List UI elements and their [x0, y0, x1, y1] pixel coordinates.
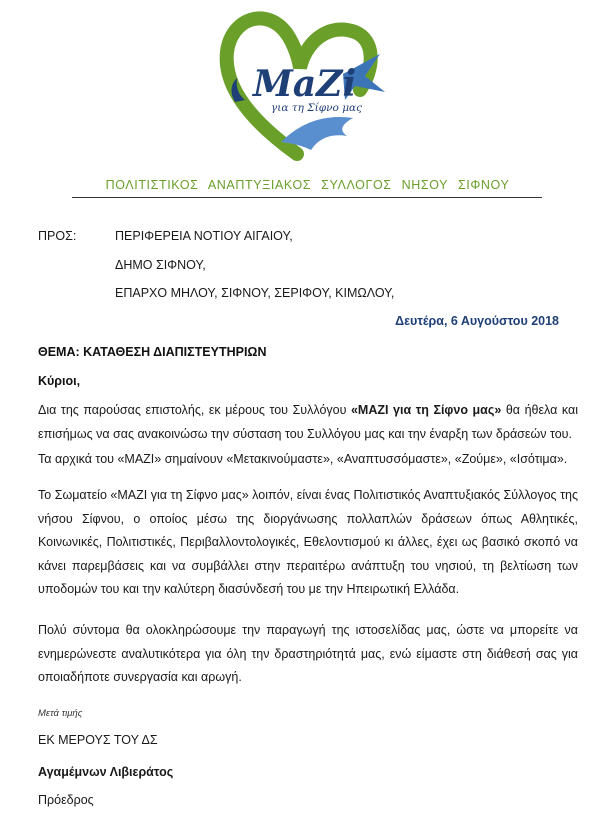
- closing-regards: Μετά τιμής: [38, 708, 83, 719]
- header-divider: [72, 197, 542, 198]
- logo-text-main: MaZi: [253, 63, 357, 105]
- body-paragraph-1: [38, 399, 578, 446]
- recipient-item: ΕΠΑΡΧΟ ΜΗΛΟΥ, ΣΙΦΝΟΥ, ΣΕΡΙΦΟΥ, ΚΙΜΩΛΟΥ,: [115, 286, 395, 300]
- recipients-label: ΠΡΟΣ:: [38, 229, 77, 243]
- recipient-item: ΔΗΜΟ ΣΙΦΝΟΥ,: [115, 258, 206, 272]
- greeting: Κύριοι,: [38, 374, 81, 388]
- organization-logo: [215, 4, 390, 169]
- body-p1-text: Δια της παρούσας επιστολής, εκ μέρους του Συλλόγου: [38, 403, 351, 417]
- body-paragraph-4: Πολύ σύντομα θα ολοκληρώσουμε την παραγωγή της ιστοσελίδας μας, ώστε να μπορείτε να ενημερώνεστε αναλυτικότερα για όλη την δραστηριότητά μας, ενώ είμαστε στη διάθεσή σας για οποιαδήποτε συνεργασία και αρωγή.: [38, 623, 578, 684]
- signature-name: Αγαμέμνων Λιβιεράτος: [38, 765, 174, 779]
- body-paragraph-3: Το Σωματείο «ΜΑΖΙ για τη Σίφνο μας» λοιπόν, είναι ένας Πολιτιστικός Αναπτυξιακός Σύλλογος της νήσου Σίφνου, ο οποίος μέσω της διοργάνωσης πολλαπλών δράσεων όπως Αθλητικές, Κοινωνικές, Πολιτιστικές, Περιβαλλοντολογικές, Εθελοντισμού κι άλλες, έχει ως βασικό σκοπό να κάνει παρεμβάσεις και να συμβάλλει στην περαιτέρω ανάπτυξη του νησιού, τη βελτίωση των υποδομών του και την καλύτερη διασύνδεσή του με την Ηπειρωτική Ελλάδα.: [38, 488, 578, 596]
- letter-date: Δευτέρα, 6 Αυγούστου 2018: [395, 314, 559, 328]
- letter-subject: ΘΕΜΑ: ΚΑΤΑΘΕΣΗ ΔΙΑΠΙΣΤΕΥΤΗΡΙΩΝ: [38, 345, 267, 359]
- body-paragraph-2: Τα αρχικά του «ΜΑΖΙ» σημαίνουν «Μετακινούμαστε», «Αναπτυσσόμαστε», «Ζούμε», «Ισότιμα».: [38, 452, 568, 466]
- body-p1-text-end: θα ήθελα και επισήμως να σας ανακοινώσω την σύσταση του Συλλόγου μας και την έναρξη των δράσεών του.: [38, 403, 578, 441]
- signature-on-behalf: ΕΚ ΜΕΡΟΥΣ ΤΟΥ ΔΣ: [38, 733, 158, 747]
- recipient-item: ΠΕΡΙΦΕΡΕΙΑ ΝΟΤΙΟΥ ΑΙΓΑΙΟΥ,: [115, 229, 293, 243]
- organization-name: ΠΟΛΙΤΙΣΤΙΚΟΣ ΑΝΑΠΤΥΞΙΑΚΟΣ ΣΥΛΛΟΓΟΣ ΝΗΣΟΥ ΣΙΦΝΟΥ: [105, 178, 510, 192]
- signature-title: Πρόεδρος: [38, 793, 94, 807]
- logo-text-sub: για τη Σίφνο μας: [271, 102, 362, 114]
- body-p1-org-name: «ΜΑΖΙ για τη Σίφνο μας»: [350, 403, 502, 417]
